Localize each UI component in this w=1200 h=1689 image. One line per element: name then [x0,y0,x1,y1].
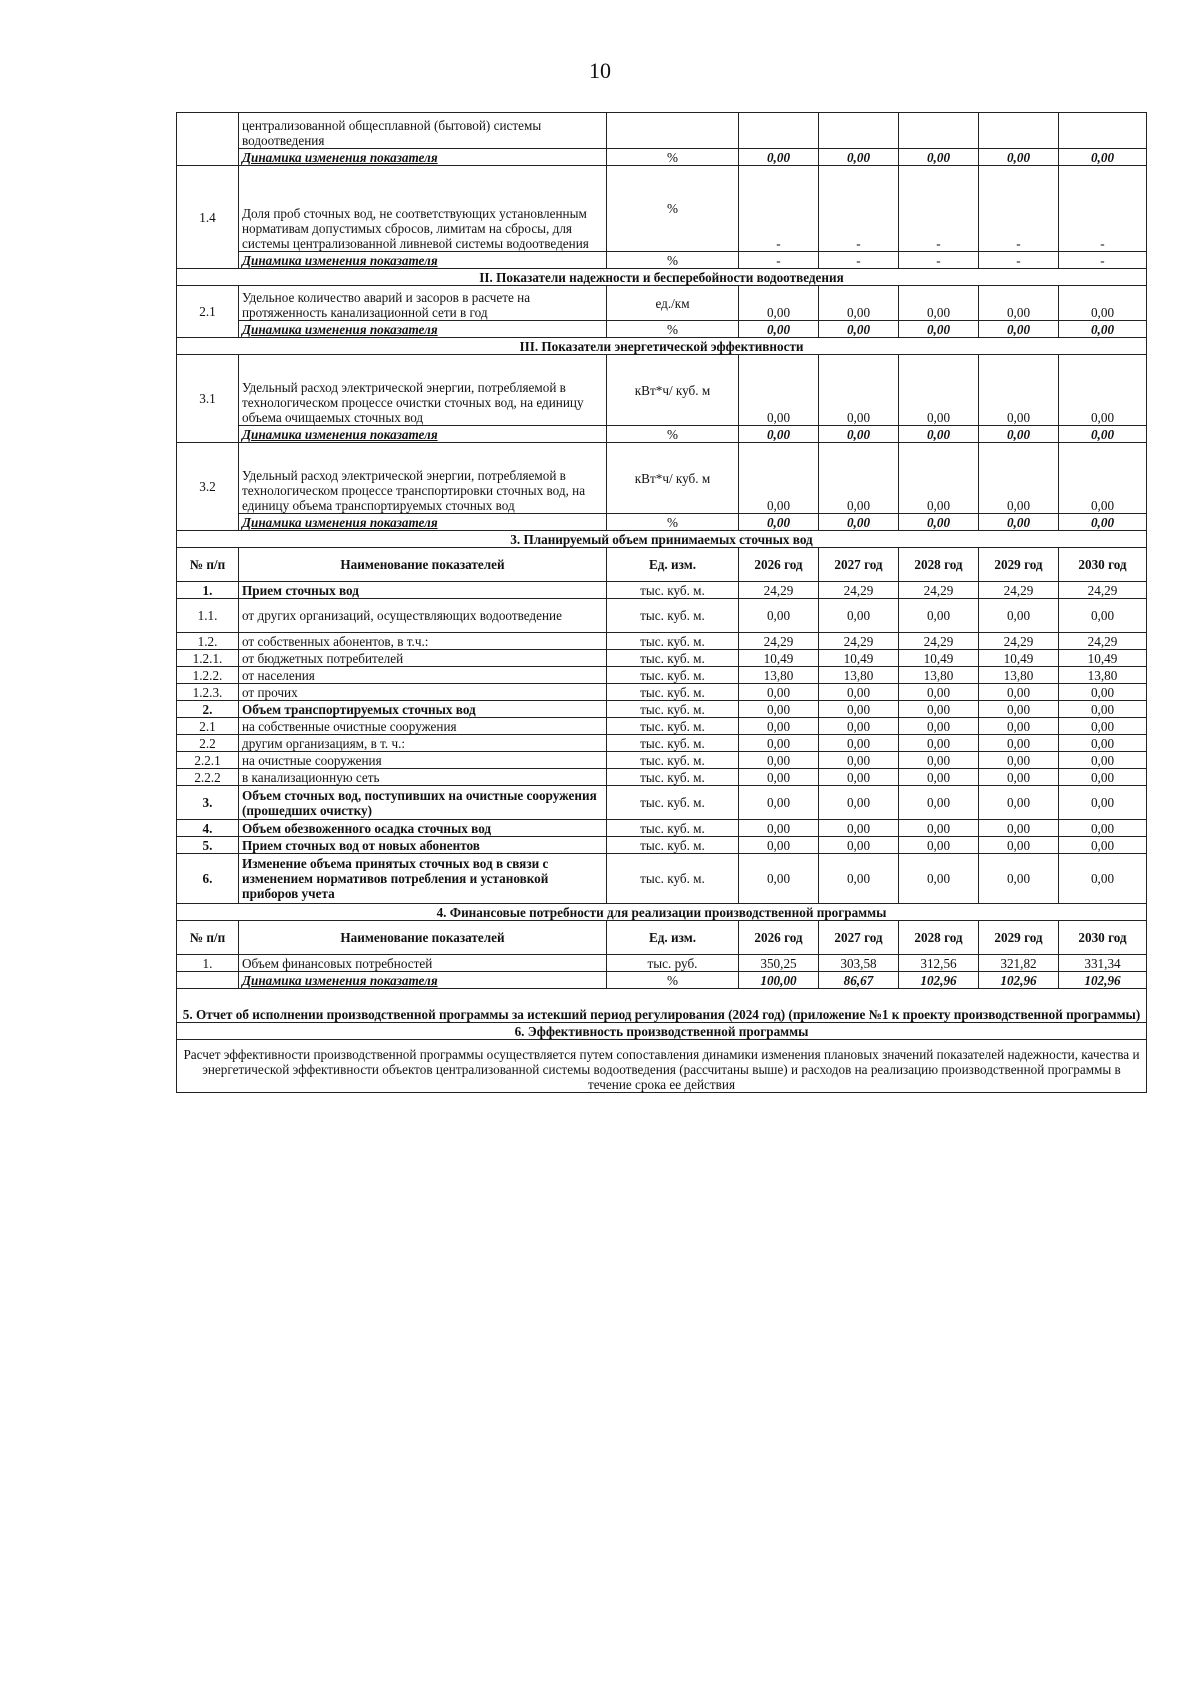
row-value: 0,00 [979,769,1059,786]
row-value: 0,00 [1059,599,1147,633]
row-value: 0,00 [819,769,899,786]
section-heading: III. Показатели энергетической эффективности [177,338,1147,355]
table-row [177,684,1147,701]
row-value: 13,80 [979,667,1059,684]
row-value: 0,00 [739,701,819,718]
indicator-name: Удельный расход электрической энергии, потребляемой в технологическом процессе очистки сточных вод, на единицу объема очищаемых сточных вод [239,355,607,426]
row-value: 0,00 [899,837,979,854]
row-value: 24,29 [819,582,899,599]
dynamics-row: Динамика изменения показателя % 0,00 0,00 0,00 0,00 0,00 [177,149,1147,166]
table-header: № п/п Наименование показателей Ед. изм. 2026 год 2027 год 2028 год 2029 год 2030 год [177,548,1147,582]
row-3-2: 3.2 Удельный расход электрической энергии, потребляемой в технологическом процессе транспортировки сточных вод, на единицу объема транспортируемых сточных вод кВт*ч/ куб. м 0,00 0,00 0,00 0,00 0,00 [177,443,1147,514]
row-unit: тыс. куб. м. [607,735,739,752]
row-number: 1.2. [177,633,239,650]
finance-row: 1. Объем финансовых потребностей тыс. руб. 350,25 303,58 312,56 321,82 331,34 [177,955,1147,972]
row-value: 13,80 [739,667,819,684]
row-value: 0,00 [1059,769,1147,786]
row-value: 0,00 [979,854,1059,904]
row-value: 13,80 [819,667,899,684]
row-unit: тыс. куб. м. [607,769,739,786]
row-value: 0,00 [899,684,979,701]
row-name: от населения [239,667,607,684]
row-unit: тыс. куб. м. [607,752,739,769]
row-value: 24,29 [899,582,979,599]
row-number: 2. [177,701,239,718]
row-unit: тыс. куб. м. [607,786,739,820]
row-value: 0,00 [819,837,899,854]
row-name: Объем сточных вод, поступивших на очистные сооружения (прошедших очистку) [239,786,607,820]
row-value: 0,00 [899,752,979,769]
row-name: другим организациям, в т. ч.: [239,735,607,752]
row-value: 0,00 [1059,837,1147,854]
row-value: 0,00 [1059,735,1147,752]
table-row [177,735,1147,752]
row-unit: тыс. куб. м. [607,701,739,718]
row-name: от собственных абонентов, в т.ч.: [239,633,607,650]
row-value: 10,49 [739,650,819,667]
row-1-3-cont [177,113,1147,149]
row-unit: тыс. куб. м. [607,667,739,684]
row-value: 24,29 [1059,582,1147,599]
indicator-name: Доля проб сточных вод, не соответствующих установленным нормативам допустимых сбросов, лимитам на сбросы, для системы централизованной ливневой системы водоотведения [239,166,607,252]
row-value: 0,00 [739,837,819,854]
row-value: 0,00 [819,786,899,820]
row-value: 0,00 [899,599,979,633]
dynamics-row: Динамика изменения показателя % 0,00 0,00 0,00 0,00 0,00 [177,426,1147,443]
row-value: 0,00 [739,820,819,837]
row-unit: тыс. куб. м. [607,599,739,633]
row-value: 0,00 [1059,684,1147,701]
row-value: 10,49 [899,650,979,667]
row-value: 0,00 [1059,701,1147,718]
row-unit: тыс. куб. м. [607,650,739,667]
row-value: 0,00 [739,718,819,735]
row-value: 0,00 [899,820,979,837]
table-row [177,650,1147,667]
row-unit: тыс. куб. м. [607,837,739,854]
row-value: 13,80 [1059,667,1147,684]
row-value: 0,00 [979,752,1059,769]
row-value: 24,29 [739,582,819,599]
row-name: в канализационную сеть [239,769,607,786]
row-value: 10,49 [979,650,1059,667]
section-heading: II. Показатели надежности и бесперебойности водоотведения [177,269,1147,286]
row-value: 0,00 [739,786,819,820]
row-3-1: 3.1 Удельный расход электрической энергии, потребляемой в технологическом процессе очистки сточных вод, на единицу объема очищаемых сточных вод кВт*ч/ куб. м 0,00 0,00 0,00 0,00 0,00 [177,355,1147,426]
row-value: 24,29 [979,633,1059,650]
row-value: 0,00 [1059,752,1147,769]
row-number: 2.2.1 [177,752,239,769]
part3-heading: 3. Планируемый объем принимаемых сточных вод [177,531,1147,548]
row-number: 3. [177,786,239,820]
row-name: от прочих [239,684,607,701]
part4-heading: 4. Финансовые потребности для реализации производственной программы [177,904,1147,921]
row-value: 24,29 [979,582,1059,599]
table-row [177,820,1147,837]
row-value: 13,80 [899,667,979,684]
row-value: 0,00 [739,854,819,904]
row-number: 2.2.2 [177,769,239,786]
row-number: 1. [177,582,239,599]
table-row [177,633,1147,650]
page-number: 10 [589,58,611,83]
row-value: 0,00 [739,752,819,769]
row-value: 0,00 [819,854,899,904]
table-row [177,769,1147,786]
row-unit: тыс. куб. м. [607,718,739,735]
row-unit: тыс. куб. м. [607,633,739,650]
row-name: от бюджетных потребителей [239,650,607,667]
dynamics-row: Динамика изменения показателя % - - - - - [177,252,1147,269]
row-number: 1.2.2. [177,667,239,684]
row-value: 0,00 [1059,786,1147,820]
row-number: 2.2 [177,735,239,752]
row-name: на собственные очистные сооружения [239,718,607,735]
row-1-4: 1.4 Доля проб сточных вод, не соответствующих установленным нормативам допустимых сбросов, лимитам на сбросы, для системы централизованной ливневой системы водоотведения % - - - - - [177,166,1147,252]
row-value: 0,00 [819,820,899,837]
row-value: 0,00 [979,820,1059,837]
table-row [177,582,1147,599]
table-row [177,854,1147,904]
indicator-name: Удельное количество аварий и засоров в расчете на протяженность канализационной сети в год [239,286,607,321]
table-row [177,786,1147,820]
row-name: Изменение объема принятых сточных вод в связи с изменением нормативов потребления и установкой приборов учета [239,854,607,904]
volume-rows [177,582,1147,904]
row-unit: тыс. куб. м. [607,582,739,599]
row-value: 24,29 [1059,633,1147,650]
row-name: на очистные сооружения [239,752,607,769]
row-value: 24,29 [739,633,819,650]
dynamics-row: Динамика изменения показателя % 0,00 0,00 0,00 0,00 0,00 [177,514,1147,531]
row-value: 0,00 [739,735,819,752]
row-value: 0,00 [819,718,899,735]
row-value: 0,00 [979,684,1059,701]
row-unit: тыс. куб. м. [607,684,739,701]
row-number: 6. [177,854,239,904]
indicator-name: централизованной общесплавной (бытовой) системы водоотведения [239,113,607,149]
row-value: 0,00 [739,684,819,701]
row-value: 0,00 [979,786,1059,820]
row-value: 0,00 [979,701,1059,718]
row-value: 0,00 [979,718,1059,735]
row-name: Прием сточных вод [239,582,607,599]
part5-heading: 5. Отчет об исполнении производственной программы за истекший период регулирования (2024 год) (приложение №1 к проекту производственной программы) [177,989,1147,1023]
dynamics-row: Динамика изменения показателя % 100,00 86,67 102,96 102,96 102,96 [177,972,1147,989]
table-row [177,599,1147,633]
row-unit: тыс. куб. м. [607,820,739,837]
row-value: 0,00 [899,718,979,735]
row-value: 24,29 [899,633,979,650]
table-row [177,837,1147,854]
row-value: 0,00 [899,854,979,904]
row-value: 10,49 [1059,650,1147,667]
row-value: 0,00 [899,701,979,718]
row-unit: тыс. куб. м. [607,854,739,904]
row-value: 0,00 [979,735,1059,752]
table-row [177,667,1147,684]
part6-text: Расчет эффективности производственной программы осуществляется путем сопоставления динамики изменения плановых значений показателей надежности, качества и энергетической эффективности объектов централизованной системы водоотведения (рассчитаны выше) и расходов на реализацию производственной программы в течение срока ее действия [177,1040,1147,1093]
part6-heading: 6. Эффективность производственной программы [177,1023,1147,1040]
program-table [176,112,1147,1093]
row-value: 0,00 [819,752,899,769]
table-row [177,718,1147,735]
indicator-name: Удельный расход электрической энергии, потребляемой в технологическом процессе транспортировки сточных вод, на единицу объема транспортируемых сточных вод [239,443,607,514]
row-value: 0,00 [899,786,979,820]
row-name: Прием сточных вод от новых абонентов [239,837,607,854]
row-number: 5. [177,837,239,854]
row-name: Объем транспортируемых сточных вод [239,701,607,718]
row-value: 0,00 [899,769,979,786]
table-row [177,752,1147,769]
row-value: 0,00 [739,599,819,633]
row-value: 10,49 [819,650,899,667]
row-value: 0,00 [819,684,899,701]
row-value: 0,00 [819,735,899,752]
table-header: № п/п Наименование показателей Ед. изм. 2026 год 2027 год 2028 год 2029 год 2030 год [177,921,1147,955]
row-number: 1.1. [177,599,239,633]
row-value: 0,00 [1059,820,1147,837]
row-2-1: 2.1 Удельное количество аварий и засоров в расчете на протяженность канализационной сети в год ед./км 0,00 0,00 0,00 0,00 0,00 [177,286,1147,321]
row-value: 0,00 [1059,718,1147,735]
row-value: 24,29 [819,633,899,650]
row-value: 0,00 [899,735,979,752]
row-value: 0,00 [819,599,899,633]
table-row [177,701,1147,718]
row-number: 2.1 [177,718,239,735]
row-number: 1.2.1. [177,650,239,667]
dynamics-row: Динамика изменения показателя % 0,00 0,00 0,00 0,00 0,00 [177,321,1147,338]
row-value: 0,00 [819,701,899,718]
row-name: от других организаций, осуществляющих водоотведение [239,599,607,633]
row-name: Объем обезвоженного осадка сточных вод [239,820,607,837]
row-number: 1.2.3. [177,684,239,701]
row-number: 4. [177,820,239,837]
row-value: 0,00 [979,599,1059,633]
row-value: 0,00 [739,769,819,786]
row-value: 0,00 [1059,854,1147,904]
row-value: 0,00 [979,837,1059,854]
